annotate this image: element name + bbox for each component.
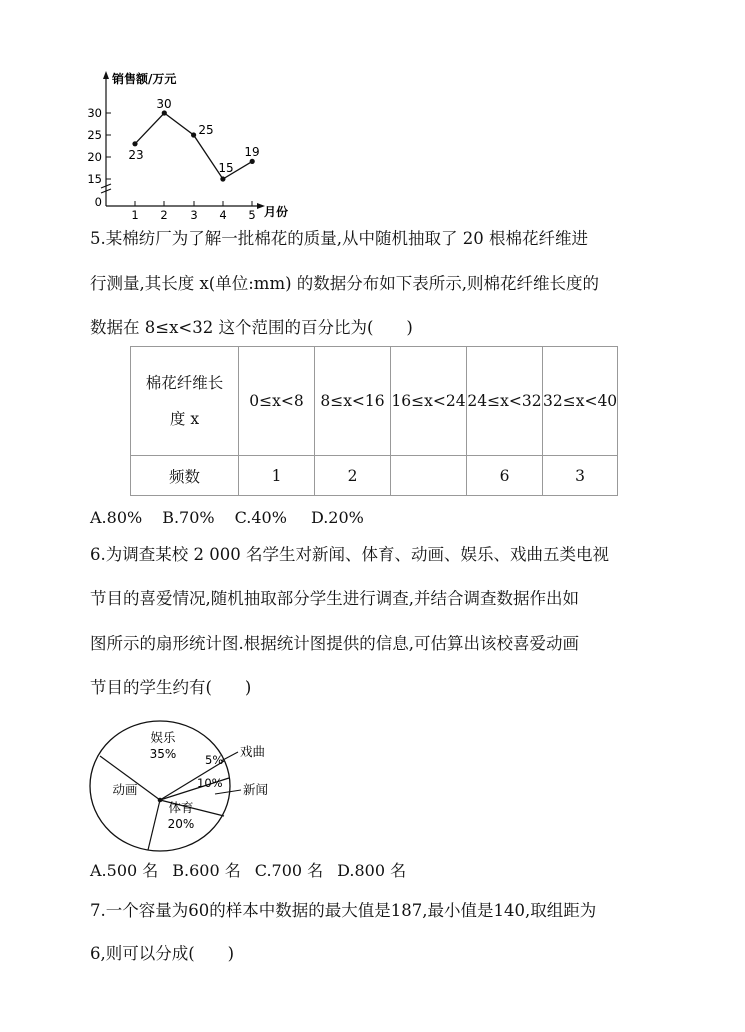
tv-preference-pie-chart [85,712,285,854]
pie-center [158,798,163,803]
range-cell-1: 0≤x<8 [239,347,315,456]
header-line-1: 棉花纤维长 [145,374,224,392]
pie-pct-tiyu: 20% [167,817,195,831]
y-tick-label-20: 20 [87,150,102,164]
sales-line-chart [82,68,302,223]
table-row [131,456,618,496]
x-tick-label-2: 2 [160,208,168,222]
pie-pct-xiqu: 5% [205,753,224,767]
range-cell-2: 8≤x<16 [315,347,391,456]
q6-line-1: 6.为调查某校 2 000 名学生对新闻、体育、动画、娱乐、戏曲五类电视 [90,545,609,564]
pie-pct-yule: 35% [149,747,177,761]
q7-line-2: 6,则可以分成( ) [90,944,235,963]
pie-label-yule: 娱乐 [150,730,176,745]
count-cell-4: 6 [467,456,543,496]
table-row [131,347,618,456]
x-tick-label-3: 3 [190,208,198,222]
pie-divider-tiyu-donghua [148,800,160,850]
y-tick-20 [87,150,111,164]
q6-option-b[interactable]: B.600 名 [172,861,241,880]
x-tick-label-5: 5 [248,208,256,222]
range-cell-5: 32≤x<40 [543,347,618,456]
header-line-2: 度 x [169,410,200,428]
x-axis-label: 月份 [264,205,289,219]
range-cell-4: 24≤x<32 [467,347,543,456]
pie-label-xiqu: 戏曲 [240,744,266,759]
range-cell-3: 16≤x<24 [391,347,467,456]
data-point-5 [250,159,255,164]
data-point-4 [220,176,225,181]
x-tick-label-1: 1 [131,208,139,222]
data-label-3: 25 [198,123,214,137]
y-tick-25 [87,128,111,142]
data-point-2 [162,110,167,115]
pie-pct-xinwen: 10% [197,776,223,790]
x-tick-label-4: 4 [219,208,227,222]
q5-line-3: 数据在 8≤x<32 这个范围的百分比为( ) [90,318,413,337]
y-axis-arrow [103,71,109,79]
y-tick-label-25: 25 [87,128,102,142]
data-label-2: 30 [156,97,172,111]
count-cell-3 [391,456,467,496]
count-cell-5: 3 [543,456,618,496]
y-tick-15 [87,172,111,186]
count-cell-1: 1 [239,456,315,496]
y-axis-label: 销售额/万元 [112,72,177,86]
data-label-1: 23 [128,148,144,162]
y-tick-30 [87,106,111,120]
count-cell-2: 2 [315,456,391,496]
fiber-length-table [130,346,618,496]
q6-line-3: 图所示的扇形统计图.根据统计图提供的信息,可估算出该校喜爱动画 [90,634,579,653]
pie-label-xinwen: 新闻 [243,782,269,797]
y-tick-label-0: 0 [94,195,102,209]
x-ticks [135,201,252,206]
table-header-cell [131,347,239,456]
data-point-3 [191,132,196,137]
data-point-1 [132,141,137,146]
data-label-4: 15 [218,161,234,175]
q5-options [90,510,364,526]
q6-options [90,863,406,879]
q7-line-1: 7.一个容量为60的样本中数据的最大值是187,最小值是140,取组距为 [90,901,597,920]
q5-option-c[interactable]: C.40% [234,508,287,527]
q6-option-c[interactable]: C.700 名 [254,861,324,880]
q6-line-4: 节目的学生约有( ) [90,678,252,697]
data-label-5: 19 [244,145,260,159]
q6-line-2: 节目的喜爱情况,随机抽取部分学生进行调查,并结合调查数据作出如 [90,589,579,608]
q6-option-d[interactable]: D.800 名 [337,861,407,880]
q5-line-2: 行测量,其长度 x(单位:mm) 的数据分布如下表所示,则棉花纤维长度的 [90,274,600,293]
pie-label-donghua: 动画 [112,782,138,797]
y-tick-label-30: 30 [87,106,102,120]
series-line [135,113,252,179]
q5-option-b[interactable]: B.70% [162,508,215,527]
pie-label-tiyu: 体育 [168,800,194,815]
q5-option-d[interactable]: D.20% [310,508,364,527]
row-label-cell: 频数 [131,456,239,496]
xinwen-leader-line [215,790,241,794]
y-tick-label-15: 15 [87,172,102,186]
q5-line-1: 5.某棉纺厂为了解一批棉花的质量,从中随机抽取了 20 根棉花纤维进 [90,229,588,248]
q5-option-a[interactable]: A.80% [90,508,143,527]
q6-option-a[interactable]: A.500 名 [90,861,159,880]
xiqu-leader-line [221,752,238,761]
